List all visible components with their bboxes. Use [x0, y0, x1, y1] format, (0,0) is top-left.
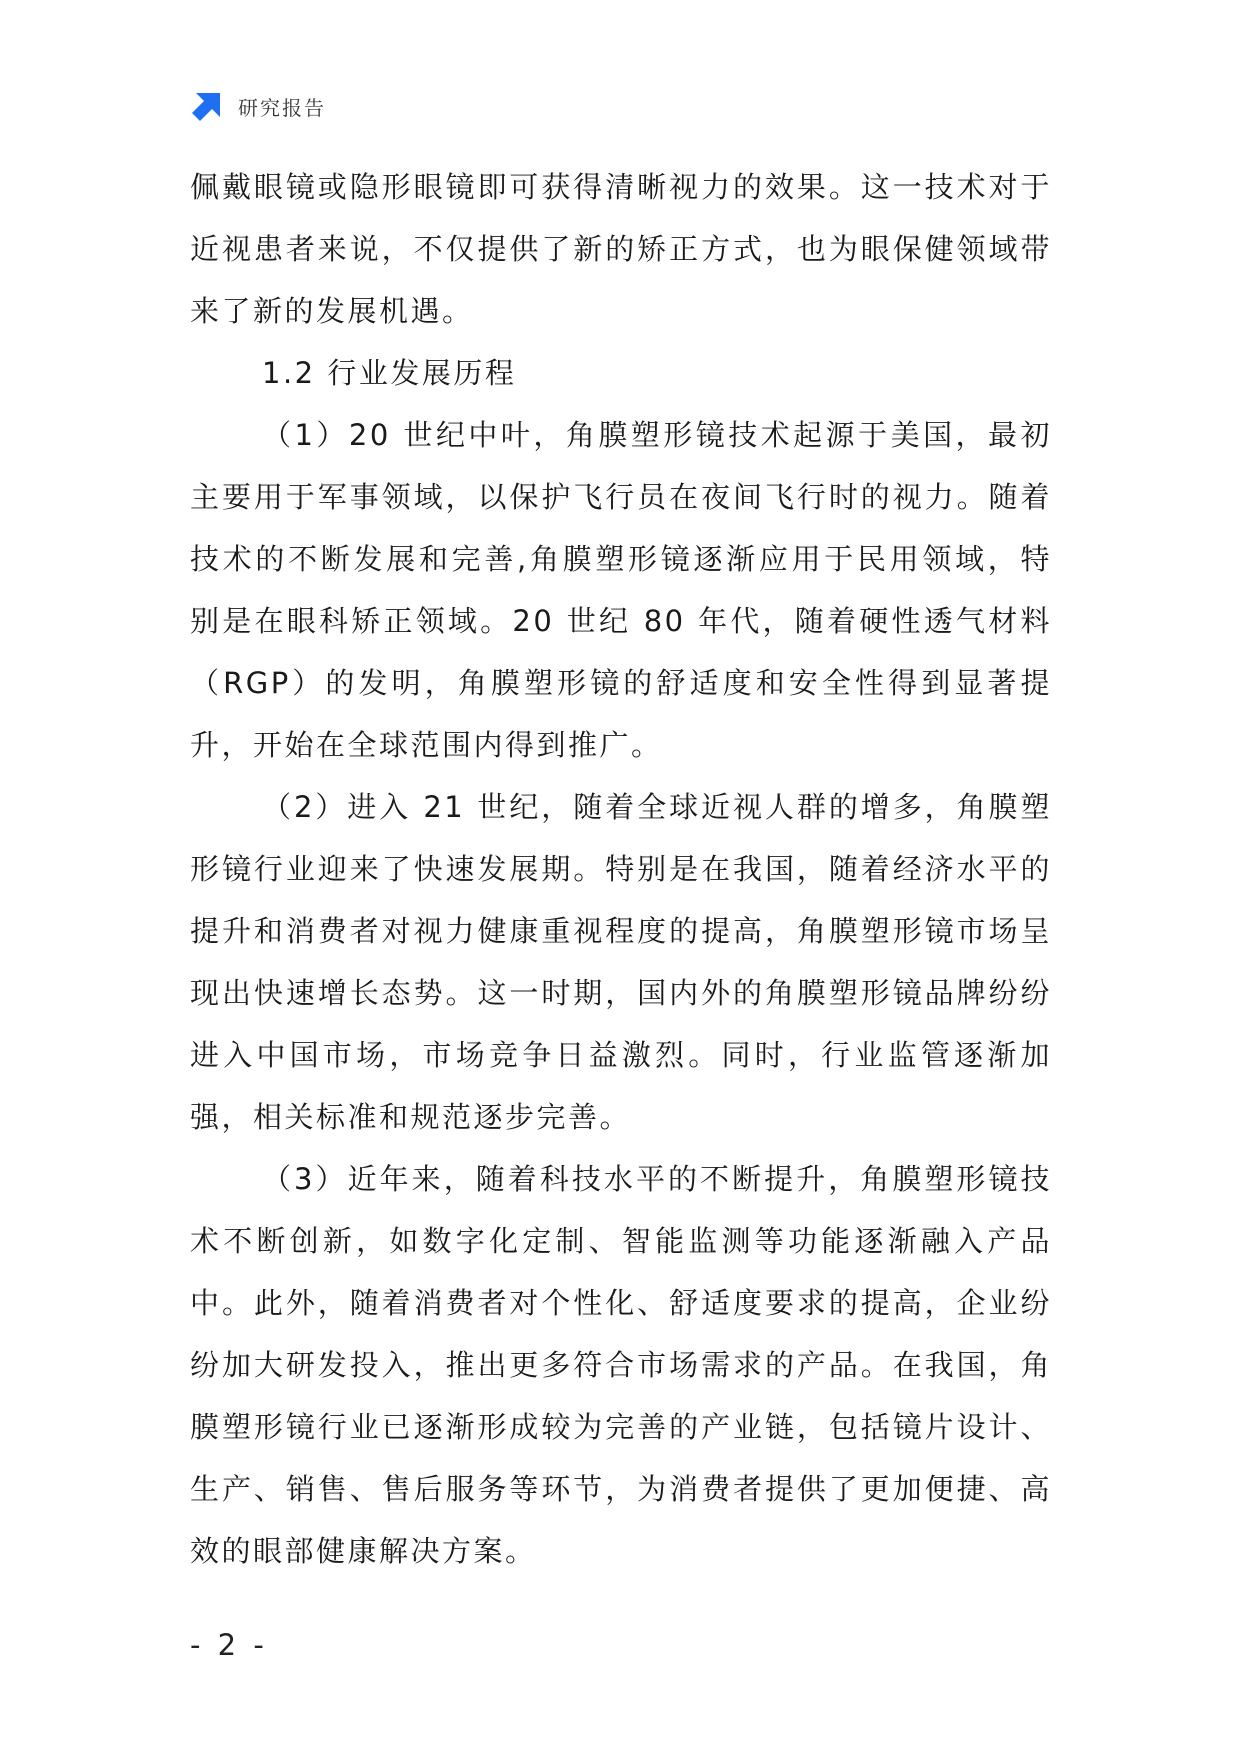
page-number: - 2 - [190, 1628, 268, 1662]
header-title: 研究报告 [238, 95, 326, 120]
paragraph-history-2: （2）进入 21 世纪，随着全球近视人群的增多，角膜塑形镜行业迎来了快速发展期。特别是在我国，随着经济水平的提升和消费者对视力健康重视程度的提高，角膜塑形镜市场呈现出快速增长态势。这一时期，国内外的角膜塑形镜品牌纷纷进入中国市场，市场竞争日益激烈。同时，行业监管逐渐加强，相关标准和规范逐步完善。 [190, 790, 1052, 1134]
paragraph-continuation: 佩戴眼镜或隐形眼镜即可获得清晰视力的效果。这一技术对于近视患者来说，不仅提供了新的矫正方式，也为眼保健领域带来了新的发展机遇。 [190, 170, 1052, 328]
section-heading: 1.2 行业发展历程 [262, 356, 517, 390]
page-header [190, 88, 326, 124]
arrow-up-right-icon [190, 89, 224, 123]
paragraph-history-1: （1）20 世纪中叶，角膜塑形镜技术起源于美国，最初主要用于军事领域，以保护飞行员在夜间飞行时的视力。随着技术的不断发展和完善,角膜塑形镜逐渐应用于民用领域，特别是在眼科矫正领域。20 世纪 80 年代，随着硬性透气材料（RGP）的发明，角膜塑形镜的舒适度和安全性得到显著提升，开始在全球范围内得到推广。 [190, 418, 1052, 762]
paragraph-history-3: （3）近年来，随着科技水平的不断提升，角膜塑形镜技术不断创新，如数字化定制、智能监测等功能逐渐融入产品中。此外，随着消费者对个性化、舒适度要求的提高，企业纷纷加大研发投入，推出更多符合市场需求的产品。在我国，角膜塑形镜行业已逐渐形成较为完善的产业链，包括镜片设计、生产、销售、售后服务等环节，为消费者提供了更加便捷、高效的眼部健康解决方案。 [190, 1162, 1052, 1568]
document-body [190, 156, 1052, 1582]
